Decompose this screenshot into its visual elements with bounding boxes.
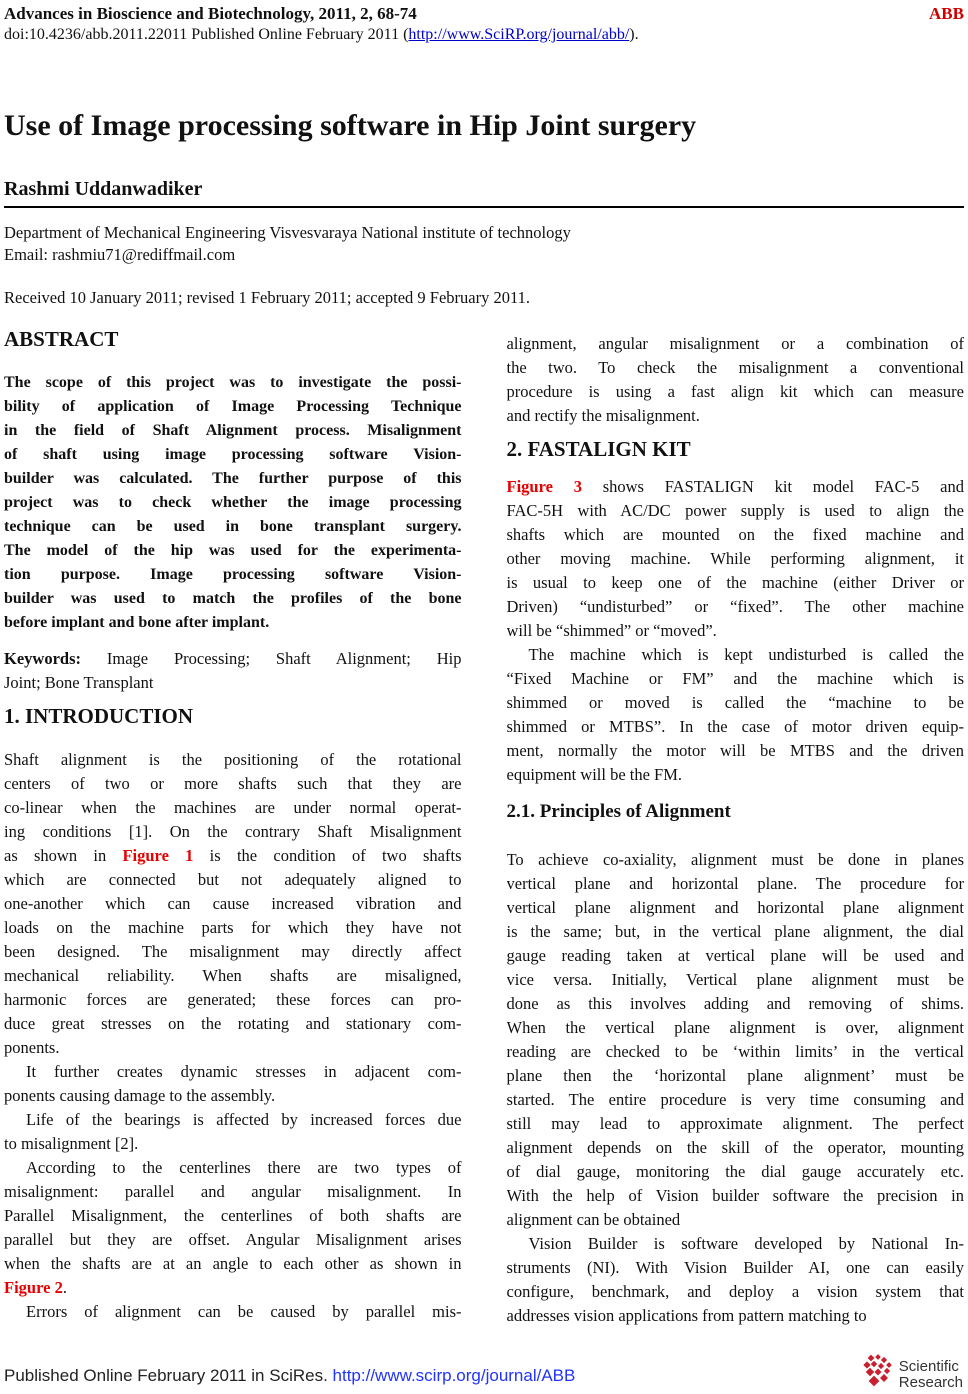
text-line: vertical plane and horizontal plane. The procedure for <box>506 874 964 893</box>
text-line: FAC-5H with AC/DC power supply is used to align the <box>506 501 964 520</box>
text-line: duce great stresses on the rotating and stationary com- <box>4 1014 462 1033</box>
text-line: When the vertical plane alignment is over, alignment <box>506 1018 964 1037</box>
text-line: other moving machine. While performing alignment, it <box>506 549 964 568</box>
text-line: With the help of Vision builder software the precision in <box>506 1186 964 1205</box>
text-line: Parallel Misalignment, the centerlines of both shafts are <box>4 1206 462 1225</box>
text-line: plane then the ‘horizontal plane alignment’ must be <box>506 1066 964 1085</box>
intro-p1-lines-a <box>4 748 462 844</box>
text-line: still may lead to approximate alignment. The perfect <box>506 1114 964 1133</box>
text-line: bility of application of Image Processing Technique <box>4 398 462 415</box>
principles-subheading: 2.1. Principles of Alignment <box>506 801 731 822</box>
text-line: technique can be used in bone transplant surgery. <box>4 518 462 535</box>
right-column <box>507 327 965 1328</box>
text-line: addresses vision applications from pattern matching to <box>506 1306 867 1325</box>
text-before-figref: as shown in <box>4 846 123 865</box>
text-line: loads on the machine parts for which they have not <box>4 918 462 937</box>
text-line: misalignment: parallel and angular misalignment. In <box>4 1182 462 1201</box>
text-line: builder was calculated. The further purpose of this <box>4 470 462 487</box>
affiliation: Department of Mechanical Engineering Visvesvaraya National institute of technology <box>4 223 571 242</box>
journal-abbreviation: ABB <box>929 4 964 23</box>
text-line: vice versa. Initially, Vertical plane alignment must be <box>506 970 964 989</box>
text-line: ment, normally the motor will be MTBS and the driven <box>506 741 964 760</box>
text-line: Driven) “undisturbed” or “fixed”. The other machine <box>506 597 964 616</box>
abstract-heading: ABSTRACT <box>4 327 119 351</box>
text-line: co-linear when the machines are under normal operat- <box>4 798 462 817</box>
fastalign-p1-lines <box>507 499 965 643</box>
intro-p1-lines-b <box>4 868 462 1060</box>
separator-rule <box>4 206 964 208</box>
publisher-logo <box>862 1353 963 1394</box>
text-line: It further creates dynamic stresses in adjacent com- <box>26 1062 462 1081</box>
logo-text <box>899 1359 963 1390</box>
text-line: which are connected but not adequately aligned to <box>4 870 462 889</box>
intro-paragraph-4 <box>4 1156 462 1300</box>
text-line: gauge reading taken at vertical plane will be used and <box>506 946 964 965</box>
text-line: and rectify the misalignment. <box>506 406 700 425</box>
text-line: ing conditions [1]. On the contrary Shaft Misalignment <box>4 822 462 841</box>
text-line: done as this involves adding and removing of shims. <box>506 994 964 1013</box>
text-line: project was to check whether the image processing <box>4 494 462 511</box>
intro-paragraph-2 <box>4 1060 462 1108</box>
text-line: of shaft using image processing software Vision- <box>4 446 462 463</box>
principles-paragraph-2 <box>507 1232 965 1328</box>
doi-line <box>4 24 964 45</box>
text-line: alignment, angular misalignment or a combination of <box>506 334 964 353</box>
page-header <box>4 3 964 24</box>
left-column <box>4 327 462 1328</box>
text-line: to misalignment [2]. <box>4 1134 139 1153</box>
logo-text-line2: Research <box>898 1373 963 1391</box>
text-line: centers of two or more shafts such that they are <box>4 774 462 793</box>
figure1-reference-link[interactable]: Figure 1 <box>122 846 194 865</box>
email-line: Email: rashmiu71@rediffmail.com <box>4 245 236 264</box>
text-line: procedure is using a fast align kit which can measure <box>506 382 964 401</box>
received-line: Received 10 January 2011; revised 1 February 2011; accepted 9 February 2011. <box>4 288 531 307</box>
doi-text: doi:10.4236/abb.2011.22011 Published Online February 2011 ( <box>4 26 409 43</box>
intro-p4-lines-a <box>4 1156 462 1276</box>
text-line: alignment depends on the skill of the operator, mounting <box>506 1138 964 1157</box>
text-line: when the shafts are at an angle to each other as shown in <box>4 1254 462 1273</box>
text-line: before implant and bone after implant. <box>4 614 270 631</box>
journal-title: Advances in Bioscience and Biotechnology, 2011, 2, 68-74 <box>4 4 417 23</box>
text-line: harmonic forces are generated; these forces can pro- <box>4 990 462 1009</box>
fastalign-heading: 2. FASTALIGN KIT <box>506 437 691 461</box>
text-line: of dial gauge, monitoring the dial gauge accurately etc. <box>506 1162 964 1181</box>
footer-published-text: Published Online February 2011 in SciRes. <box>4 1366 333 1385</box>
doi-text-suffix: ). <box>629 26 639 43</box>
text-line: in the field of Shaft Alignment process. Misalignment <box>4 422 462 439</box>
page-footer <box>4 1366 575 1386</box>
text-line: started. The entire procedure is very time consuming and <box>506 1090 964 1109</box>
scientific-research-diamonds-icon <box>862 1353 896 1394</box>
text-line: Shaft alignment is the positioning of the rotational <box>4 750 462 769</box>
text-line: one-another which can cause increased vibration and <box>4 894 462 913</box>
text-line: mechanical reliability. When shafts are misaligned, <box>4 966 462 985</box>
fastalign-figure3-line <box>507 475 965 499</box>
text-line: configure, benchmark, and deploy a vision system that <box>506 1282 964 1301</box>
text-line: is usual to keep one of the machine (either Driver or <box>506 573 964 592</box>
keywords-label: Keywords: <box>4 649 81 668</box>
text-line: parallel but they are offset. Angular Misalignment arises <box>4 1230 462 1249</box>
paper-title: Use of Image processing software in Hip Joint surgery <box>4 109 697 142</box>
principles-paragraph-1 <box>507 848 965 1232</box>
introduction-heading: 1. INTRODUCTION <box>4 704 194 728</box>
text-line: The machine which is kept undisturbed is called the <box>528 645 964 664</box>
intro-paragraph-1 <box>4 748 462 1060</box>
text-line: shimmed or MTBS”. In the case of motor driven equip- <box>506 717 964 736</box>
text-line: shafts which are mounted on the fixed machine and <box>506 525 964 544</box>
keywords-line2: Joint; Bone Transplant <box>4 673 154 692</box>
abstract-paragraph <box>4 371 462 635</box>
text-line: The scope of this project was to investigate the possi- <box>4 374 462 391</box>
text-line: Life of the bearings is affected by increased forces due <box>26 1110 462 1129</box>
text-line: The model of the hip was used for the experimenta- <box>4 542 462 559</box>
text-line: Vision Builder is software developed by National In- <box>528 1234 964 1253</box>
text-line: alignment can be obtained <box>506 1210 681 1229</box>
keywords-line1 <box>4 647 462 671</box>
continuation-paragraph <box>507 332 965 428</box>
author-name: Rashmi Uddanwadiker <box>4 178 203 200</box>
text-after-figref: . <box>62 1278 67 1297</box>
logo-text-line1: Scientific <box>898 1358 959 1375</box>
text-line: Errors of alignment can be caused by parallel mis- <box>26 1302 462 1321</box>
text-line: been designed. The misalignment may directly affect <box>4 942 462 961</box>
text-line: ponents causing damage to the assembly. <box>4 1086 276 1105</box>
text-line: builder was used to match the profiles of the bone <box>4 590 462 607</box>
text-after-figref: is the condition of two shafts <box>193 846 462 865</box>
text-line: equipment will be the FM. <box>506 765 683 784</box>
text-line: “Fixed Machine or FM” and the machine which is <box>506 669 964 688</box>
two-column-body <box>4 327 964 1328</box>
text-line: the two. To check the misalignment a conventional <box>506 358 964 377</box>
text-after-figref: shows FASTALIGN kit model FAC-5 and <box>581 477 964 496</box>
text-line: ponents. <box>4 1038 60 1057</box>
keywords-block <box>4 647 462 695</box>
text-line: shimmed or moved is called the “machine to be <box>506 693 964 712</box>
fastalign-paragraph-2 <box>507 643 965 787</box>
text-line: vertical plane alignment and horizontal plane alignment <box>506 898 964 917</box>
text-line: According to the centerlines there are two types of <box>26 1158 462 1177</box>
intro-paragraph-3 <box>4 1108 462 1156</box>
intro-figure1-line <box>4 844 462 868</box>
text-line: struments (NI). With Vision Builder AI, one can easily <box>506 1258 964 1277</box>
footer-journal-link[interactable]: http://www.scirp.org/journal/ABB <box>332 1366 576 1385</box>
intro-paragraph-5 <box>4 1300 462 1324</box>
text-line: tion purpose. Image processing software Vision- <box>4 566 462 583</box>
figure2-reference-link[interactable]: Figure 2 <box>4 1278 63 1297</box>
text-line: will be “shimmed” or “moved”. <box>506 621 717 640</box>
figure3-reference-link[interactable]: Figure 3 <box>506 477 582 496</box>
fastalign-paragraph-1 <box>507 475 965 643</box>
text-line: is the same; but, in the vertical plane alignment, the dial <box>506 922 964 941</box>
intro-figure2-line <box>4 1276 462 1300</box>
keywords-text: Image Processing; Shaft Alignment; Hip <box>81 649 462 668</box>
text-line: To achieve co-axiality, alignment must be done in planes <box>506 850 964 869</box>
journal-url-link[interactable]: http://www.SciRP.org/journal/abb/ <box>408 26 630 43</box>
text-line: reading are checked to be ‘within limits’ in the vertical <box>506 1042 964 1061</box>
